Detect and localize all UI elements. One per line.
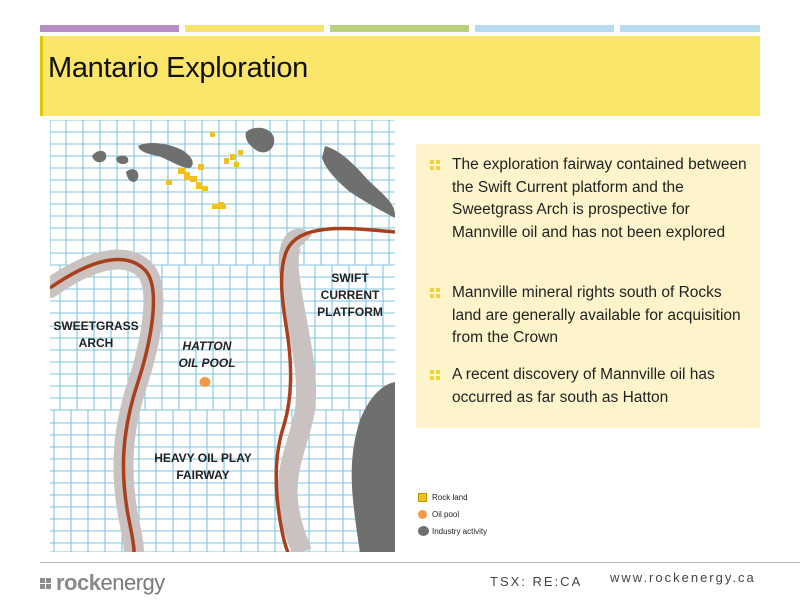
map-label-line: OIL POOL xyxy=(178,356,236,370)
header-stripe-purple xyxy=(40,25,179,32)
legend-label: Oil pool xyxy=(432,510,460,519)
map-label-sweetgrass-arch xyxy=(48,318,144,352)
map-label-heavy-oil-fairway xyxy=(140,450,266,484)
map-label-swift-current-platform xyxy=(307,270,393,321)
bullet-item: Mannville mineral rights south of Rocks land are generally available for acquisition from the Crown xyxy=(452,284,741,346)
map-label-line: HATTON xyxy=(182,339,232,353)
map-label-line: HEAVY OIL PLAY xyxy=(154,451,252,465)
header-stripe-green xyxy=(330,25,469,32)
footer-divider xyxy=(40,562,800,563)
hatton-oil-pool-marker xyxy=(200,377,211,387)
bullet-marker-icon xyxy=(430,288,440,298)
logo-grid-icon xyxy=(40,578,52,590)
oil-pool-dot-icon xyxy=(418,510,427,519)
bullet-marker-icon xyxy=(430,370,440,380)
map-label-line: FAIRWAY xyxy=(176,468,230,482)
legend-label: Rock land xyxy=(432,493,468,502)
slide-title: Mantario Exploration xyxy=(48,52,308,84)
map-label-line: PLATFORM xyxy=(317,305,383,319)
logo-wordmark xyxy=(56,570,165,596)
bullet-item: The exploration fairway contained between the Swift Current platform and the Sweetgrass Arch is prospective for Mannville oil and has not been explored xyxy=(452,156,747,241)
bullet-item: A recent discovery of Mannville oil has occurred as far south as Hatton xyxy=(452,366,715,406)
industry-activity-blob-icon xyxy=(418,526,429,536)
bullet-marker-icon xyxy=(430,160,440,170)
map-label-hatton-oil-pool xyxy=(167,338,247,372)
map-label-line: ARCH xyxy=(78,336,114,350)
header-stripe-blue xyxy=(475,25,614,32)
logo-bold-part: rock xyxy=(56,570,101,595)
map-label-line: SWEETGRASS xyxy=(53,319,139,333)
rock-land-swatch-icon xyxy=(418,493,427,502)
website-link[interactable]: www.rockenergy.ca xyxy=(610,570,756,585)
header-stripe-lightblue xyxy=(620,25,760,32)
map-label-line: CURRENT xyxy=(320,288,380,302)
map-label-line: SWIFT xyxy=(331,271,369,285)
logo-light-part: energy xyxy=(100,570,165,595)
stock-ticker: TSX: RE:CA xyxy=(490,574,583,589)
header-stripe-yellow xyxy=(185,25,324,32)
bullet-panel xyxy=(416,144,760,428)
legend-label: Industry activity xyxy=(432,527,488,536)
